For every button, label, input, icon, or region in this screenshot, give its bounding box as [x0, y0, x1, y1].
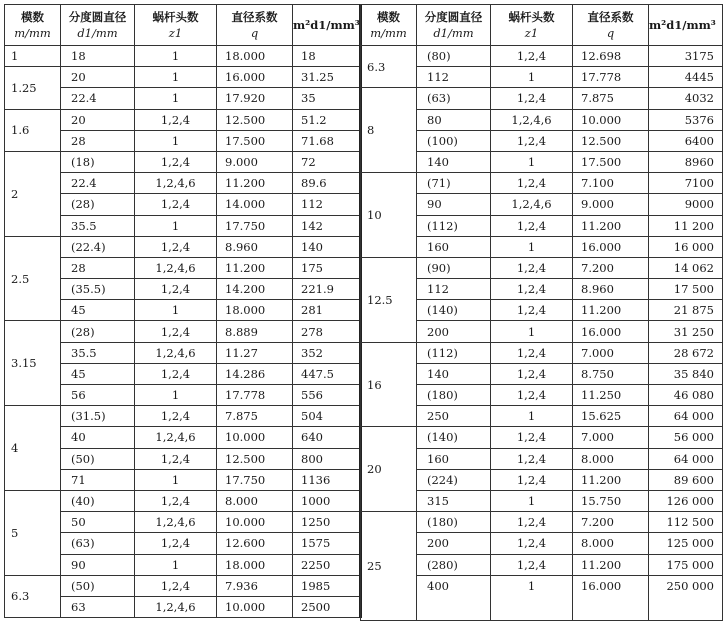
cell-product: 281 [293, 300, 361, 321]
cell-module: 3.15 [5, 321, 61, 406]
cell-worm-starts: 1,2,4 [135, 575, 217, 596]
cell-pitch-diameter: 90 [417, 194, 491, 215]
cell-pitch-diameter: (50) [61, 575, 135, 596]
cell-pitch-diameter: 28 [61, 130, 135, 151]
cell-module: 25 [361, 512, 417, 621]
cell-pitch-diameter: 20 [61, 67, 135, 88]
cell-diameter-factor: 11.200 [573, 215, 649, 236]
table-row [361, 342, 723, 363]
header-module: 模数 m/mm [361, 5, 417, 46]
cell-product: 8960 [649, 151, 723, 172]
cell-pitch-diameter: 35.5 [61, 215, 135, 236]
cell-worm-starts: 1,2,4,6 [135, 173, 217, 194]
table-row [361, 46, 723, 67]
cell-worm-starts: 1,2,4 [491, 88, 573, 109]
cell-module: 5 [5, 490, 61, 575]
cell-pitch-diameter: (180) [417, 385, 491, 406]
cell-product: 89.6 [293, 173, 361, 194]
cell-diameter-factor: 15.750 [573, 490, 649, 511]
cell-product: 35 840 [649, 363, 723, 384]
cell-pitch-diameter: (90) [417, 257, 491, 278]
cell-diameter-factor: 8.000 [217, 490, 293, 511]
cell-pitch-diameter: (40) [61, 490, 135, 511]
header-diameter-factor: 直径系数 q [573, 5, 649, 46]
cell-pitch-diameter: (140) [417, 427, 491, 448]
cell-diameter-factor: 7.000 [573, 342, 649, 363]
cell-module: 16 [361, 342, 417, 427]
cell-product: 1000 [293, 490, 361, 511]
cell-worm-starts: 1 [135, 88, 217, 109]
cell-worm-starts: 1,2,4,6 [135, 257, 217, 278]
cell-worm-starts: 1,2,4 [491, 385, 573, 406]
cell-pitch-diameter: (28) [61, 194, 135, 215]
cell-diameter-factor: 7.100 [573, 173, 649, 194]
cell-worm-starts: 1,2,4 [491, 215, 573, 236]
cell-pitch-diameter: 45 [61, 300, 135, 321]
header-row [361, 5, 723, 46]
cell-diameter-factor: 17.500 [217, 130, 293, 151]
cell-diameter-factor: 18.000 [217, 46, 293, 67]
cell-pitch-diameter: (112) [417, 342, 491, 363]
cell-product: 142 [293, 215, 361, 236]
cell-worm-starts: 1 [135, 67, 217, 88]
cell-pitch-diameter: 18 [61, 46, 135, 67]
cell-worm-starts: 1 [135, 215, 217, 236]
cell-worm-starts: 1,2,4,6 [135, 512, 217, 533]
cell-diameter-factor: 16.000 [573, 575, 649, 620]
cell-product: 21 875 [649, 300, 723, 321]
cell-product: 278 [293, 321, 361, 342]
cell-worm-starts: 1,2,4 [491, 130, 573, 151]
cell-worm-starts: 1,2,4 [491, 363, 573, 384]
cell-pitch-diameter: 35.5 [61, 342, 135, 363]
cell-product: 1250 [293, 512, 361, 533]
cell-product: 2250 [293, 554, 361, 575]
cell-diameter-factor: 17.778 [573, 67, 649, 88]
cell-pitch-diameter: (28) [61, 321, 135, 342]
cell-worm-starts: 1 [135, 385, 217, 406]
cell-product: 6400 [649, 130, 723, 151]
cell-diameter-factor: 11.200 [573, 469, 649, 490]
cell-diameter-factor: 17.500 [573, 151, 649, 172]
cell-worm-starts: 1,2,4,6 [491, 109, 573, 130]
cell-pitch-diameter: 160 [417, 236, 491, 257]
cell-diameter-factor: 12.698 [573, 46, 649, 67]
cell-worm-starts: 1,2,4 [491, 427, 573, 448]
cell-worm-starts: 1 [135, 554, 217, 575]
cell-worm-starts: 1,2,4 [135, 321, 217, 342]
cell-worm-starts: 1,2,4 [135, 406, 217, 427]
cell-pitch-diameter: 140 [417, 151, 491, 172]
header-module: 模数 m/mm [5, 5, 61, 46]
cell-diameter-factor: 17.778 [217, 385, 293, 406]
cell-product: 221.9 [293, 279, 361, 300]
cell-worm-starts: 1 [135, 46, 217, 67]
cell-diameter-factor: 16.000 [573, 236, 649, 257]
cell-diameter-factor: 7.875 [573, 88, 649, 109]
table-row [361, 88, 723, 109]
cell-diameter-factor: 16.000 [217, 67, 293, 88]
cell-product: 640 [293, 427, 361, 448]
cell-worm-starts: 1,2,4 [135, 490, 217, 511]
cell-product: 1575 [293, 533, 361, 554]
table-row [361, 512, 723, 533]
cell-pitch-diameter: 22.4 [61, 173, 135, 194]
cell-product: 126 000 [649, 490, 723, 511]
cell-diameter-factor: 10.000 [217, 512, 293, 533]
cell-product: 28 672 [649, 342, 723, 363]
cell-diameter-factor: 12.500 [573, 130, 649, 151]
cell-pitch-diameter: 140 [417, 363, 491, 384]
cell-worm-starts: 1,2,4 [491, 279, 573, 300]
cell-diameter-factor: 8.750 [573, 363, 649, 384]
cell-product: 51.2 [293, 109, 361, 130]
worm-parameter-table [4, 4, 722, 620]
table-row [361, 427, 723, 448]
cell-module: 1.6 [5, 109, 61, 151]
cell-diameter-factor: 10.000 [217, 427, 293, 448]
cell-worm-starts: 1,2,4 [135, 533, 217, 554]
cell-pitch-diameter: 315 [417, 490, 491, 511]
cell-product: 14 062 [649, 257, 723, 278]
cell-diameter-factor: 8.889 [217, 321, 293, 342]
cell-worm-starts: 1 [135, 469, 217, 490]
table-left-half [4, 4, 362, 618]
cell-pitch-diameter: (50) [61, 448, 135, 469]
cell-diameter-factor: 17.750 [217, 215, 293, 236]
cell-product: 16 000 [649, 236, 723, 257]
cell-diameter-factor: 12.500 [217, 448, 293, 469]
cell-worm-starts: 1,2,4 [491, 342, 573, 363]
cell-diameter-factor: 9.000 [573, 194, 649, 215]
cell-worm-starts: 1,2,4 [135, 109, 217, 130]
cell-pitch-diameter: 80 [417, 109, 491, 130]
cell-product: 800 [293, 448, 361, 469]
cell-pitch-diameter: 71 [61, 469, 135, 490]
cell-product: 1985 [293, 575, 361, 596]
cell-diameter-factor: 8.000 [573, 533, 649, 554]
cell-pitch-diameter: 112 [417, 279, 491, 300]
table-row [5, 575, 361, 596]
cell-diameter-factor: 8.000 [573, 448, 649, 469]
cell-worm-starts: 1,2,4,6 [135, 596, 217, 617]
cell-diameter-factor: 16.000 [573, 321, 649, 342]
cell-diameter-factor: 11.200 [217, 173, 293, 194]
cell-worm-starts: 1,2,4 [491, 469, 573, 490]
cell-pitch-diameter: 22.4 [61, 88, 135, 109]
cell-worm-starts: 1,2,4 [135, 448, 217, 469]
header-row [5, 5, 361, 46]
cell-pitch-diameter: (71) [417, 173, 491, 194]
cell-pitch-diameter: 250 [417, 406, 491, 427]
table-row [5, 406, 361, 427]
cell-worm-starts: 1 [491, 67, 573, 88]
cell-pitch-diameter: 56 [61, 385, 135, 406]
cell-product: 31 250 [649, 321, 723, 342]
header-pitch-diameter: 分度圆直径 d1/mm [61, 5, 135, 46]
cell-pitch-diameter: (224) [417, 469, 491, 490]
table-row [5, 321, 361, 342]
cell-worm-starts: 1,2,4 [135, 236, 217, 257]
cell-product: 1136 [293, 469, 361, 490]
table-row [5, 109, 361, 130]
cell-product: 112 [293, 194, 361, 215]
cell-worm-starts: 1,2,4 [135, 194, 217, 215]
cell-worm-starts: 1,2,4 [491, 512, 573, 533]
cell-product: 556 [293, 385, 361, 406]
header-product: m²d1/mm³ [649, 5, 723, 46]
cell-worm-starts: 1,2,4 [135, 279, 217, 300]
cell-diameter-factor: 7.200 [573, 512, 649, 533]
cell-worm-starts: 1,2,4 [491, 448, 573, 469]
cell-diameter-factor: 11.27 [217, 342, 293, 363]
cell-pitch-diameter: 63 [61, 596, 135, 617]
cell-worm-starts: 1 [135, 300, 217, 321]
cell-product: 4445 [649, 67, 723, 88]
cell-pitch-diameter: (80) [417, 46, 491, 67]
cell-diameter-factor: 14.286 [217, 363, 293, 384]
cell-diameter-factor: 14.200 [217, 279, 293, 300]
cell-pitch-diameter: 28 [61, 257, 135, 278]
cell-worm-starts: 1 [491, 406, 573, 427]
cell-pitch-diameter: (112) [417, 215, 491, 236]
cell-diameter-factor: 18.000 [217, 554, 293, 575]
cell-worm-starts: 1 [491, 575, 573, 620]
cell-worm-starts: 1,2,4,6 [135, 342, 217, 363]
cell-worm-starts: 1,2,4 [135, 151, 217, 172]
cell-diameter-factor: 7.000 [573, 427, 649, 448]
cell-worm-starts: 1,2,4 [491, 257, 573, 278]
cell-pitch-diameter: 200 [417, 321, 491, 342]
table-row [5, 236, 361, 257]
cell-product: 175 000 [649, 554, 723, 575]
cell-product: 2500 [293, 596, 361, 617]
cell-pitch-diameter: (35.5) [61, 279, 135, 300]
table-row [5, 151, 361, 172]
cell-product: 4032 [649, 88, 723, 109]
cell-pitch-diameter: 160 [417, 448, 491, 469]
cell-module: 6.3 [5, 575, 61, 617]
cell-pitch-diameter: 112 [417, 67, 491, 88]
table-row [5, 67, 361, 88]
cell-module: 8 [361, 88, 417, 173]
table-row [5, 46, 361, 67]
cell-pitch-diameter: (63) [61, 533, 135, 554]
cell-product: 72 [293, 151, 361, 172]
cell-worm-starts: 1,2,4 [135, 363, 217, 384]
cell-worm-starts: 1,2,4 [491, 533, 573, 554]
cell-diameter-factor: 11.200 [217, 257, 293, 278]
cell-diameter-factor: 11.200 [573, 554, 649, 575]
cell-module: 6.3 [361, 46, 417, 88]
cell-product: 3175 [649, 46, 723, 67]
cell-pitch-diameter: (280) [417, 554, 491, 575]
cell-pitch-diameter: (180) [417, 512, 491, 533]
cell-diameter-factor: 7.200 [573, 257, 649, 278]
cell-product: 112 500 [649, 512, 723, 533]
cell-product: 352 [293, 342, 361, 363]
cell-module: 1.25 [5, 67, 61, 109]
cell-pitch-diameter: (100) [417, 130, 491, 151]
header-diameter-factor: 直径系数 q [217, 5, 293, 46]
cell-worm-starts: 1 [491, 236, 573, 257]
cell-worm-starts: 1 [491, 321, 573, 342]
cell-worm-starts: 1,2,4,6 [491, 194, 573, 215]
cell-diameter-factor: 11.200 [573, 300, 649, 321]
cell-module: 10 [361, 173, 417, 258]
cell-product: 18 [293, 46, 361, 67]
cell-product: 31.25 [293, 67, 361, 88]
cell-product: 125 000 [649, 533, 723, 554]
cell-module: 4 [5, 406, 61, 491]
cell-product: 7100 [649, 173, 723, 194]
cell-product: 9000 [649, 194, 723, 215]
cell-worm-starts: 1 [491, 490, 573, 511]
cell-pitch-diameter: (140) [417, 300, 491, 321]
cell-module: 20 [361, 427, 417, 512]
cell-pitch-diameter: 50 [61, 512, 135, 533]
cell-diameter-factor: 12.600 [217, 533, 293, 554]
cell-diameter-factor: 7.875 [217, 406, 293, 427]
cell-pitch-diameter: 45 [61, 363, 135, 384]
header-worm-starts: 蜗杆头数 z1 [135, 5, 217, 46]
cell-diameter-factor: 8.960 [573, 279, 649, 300]
cell-worm-starts: 1,2,4 [491, 46, 573, 67]
cell-product: 140 [293, 236, 361, 257]
cell-pitch-diameter: (22.4) [61, 236, 135, 257]
table-right-half [360, 4, 723, 621]
cell-worm-starts: 1,2,4 [491, 554, 573, 575]
cell-pitch-diameter: 90 [61, 554, 135, 575]
cell-diameter-factor: 11.250 [573, 385, 649, 406]
cell-diameter-factor: 15.625 [573, 406, 649, 427]
cell-module: 2.5 [5, 236, 61, 321]
cell-product: 56 000 [649, 427, 723, 448]
cell-product: 250 000 [649, 575, 723, 620]
cell-product: 89 600 [649, 469, 723, 490]
cell-product: 11 200 [649, 215, 723, 236]
cell-diameter-factor: 17.920 [217, 88, 293, 109]
cell-product: 46 080 [649, 385, 723, 406]
header-product: m²d1/mm³ [293, 5, 361, 46]
cell-product: 504 [293, 406, 361, 427]
cell-pitch-diameter: 40 [61, 427, 135, 448]
cell-diameter-factor: 12.500 [217, 109, 293, 130]
cell-diameter-factor: 17.750 [217, 469, 293, 490]
cell-product: 175 [293, 257, 361, 278]
cell-worm-starts: 1,2,4 [491, 300, 573, 321]
cell-product: 71.68 [293, 130, 361, 151]
cell-product: 35 [293, 88, 361, 109]
table-row [361, 173, 723, 194]
cell-product: 64 000 [649, 448, 723, 469]
cell-pitch-diameter: 400 [417, 575, 491, 620]
cell-pitch-diameter: 20 [61, 109, 135, 130]
cell-worm-starts: 1,2,4,6 [135, 427, 217, 448]
header-pitch-diameter: 分度圆直径 d1/mm [417, 5, 491, 46]
cell-worm-starts: 1 [491, 151, 573, 172]
header-worm-starts: 蜗杆头数 z1 [491, 5, 573, 46]
cell-module: 1 [5, 46, 61, 67]
cell-worm-starts: 1 [135, 130, 217, 151]
cell-product: 447.5 [293, 363, 361, 384]
cell-diameter-factor: 7.936 [217, 575, 293, 596]
cell-pitch-diameter: (31.5) [61, 406, 135, 427]
cell-worm-starts: 1,2,4 [491, 173, 573, 194]
cell-pitch-diameter: 200 [417, 533, 491, 554]
cell-pitch-diameter: (63) [417, 88, 491, 109]
cell-module: 12.5 [361, 257, 417, 342]
table-row [361, 257, 723, 278]
cell-pitch-diameter: (18) [61, 151, 135, 172]
cell-product: 64 000 [649, 406, 723, 427]
cell-module: 2 [5, 151, 61, 236]
cell-diameter-factor: 9.000 [217, 151, 293, 172]
cell-product: 17 500 [649, 279, 723, 300]
cell-diameter-factor: 14.000 [217, 194, 293, 215]
cell-diameter-factor: 8.960 [217, 236, 293, 257]
table-row [5, 490, 361, 511]
cell-product: 5376 [649, 109, 723, 130]
cell-diameter-factor: 18.000 [217, 300, 293, 321]
cell-diameter-factor: 10.000 [573, 109, 649, 130]
cell-diameter-factor: 10.000 [217, 596, 293, 617]
